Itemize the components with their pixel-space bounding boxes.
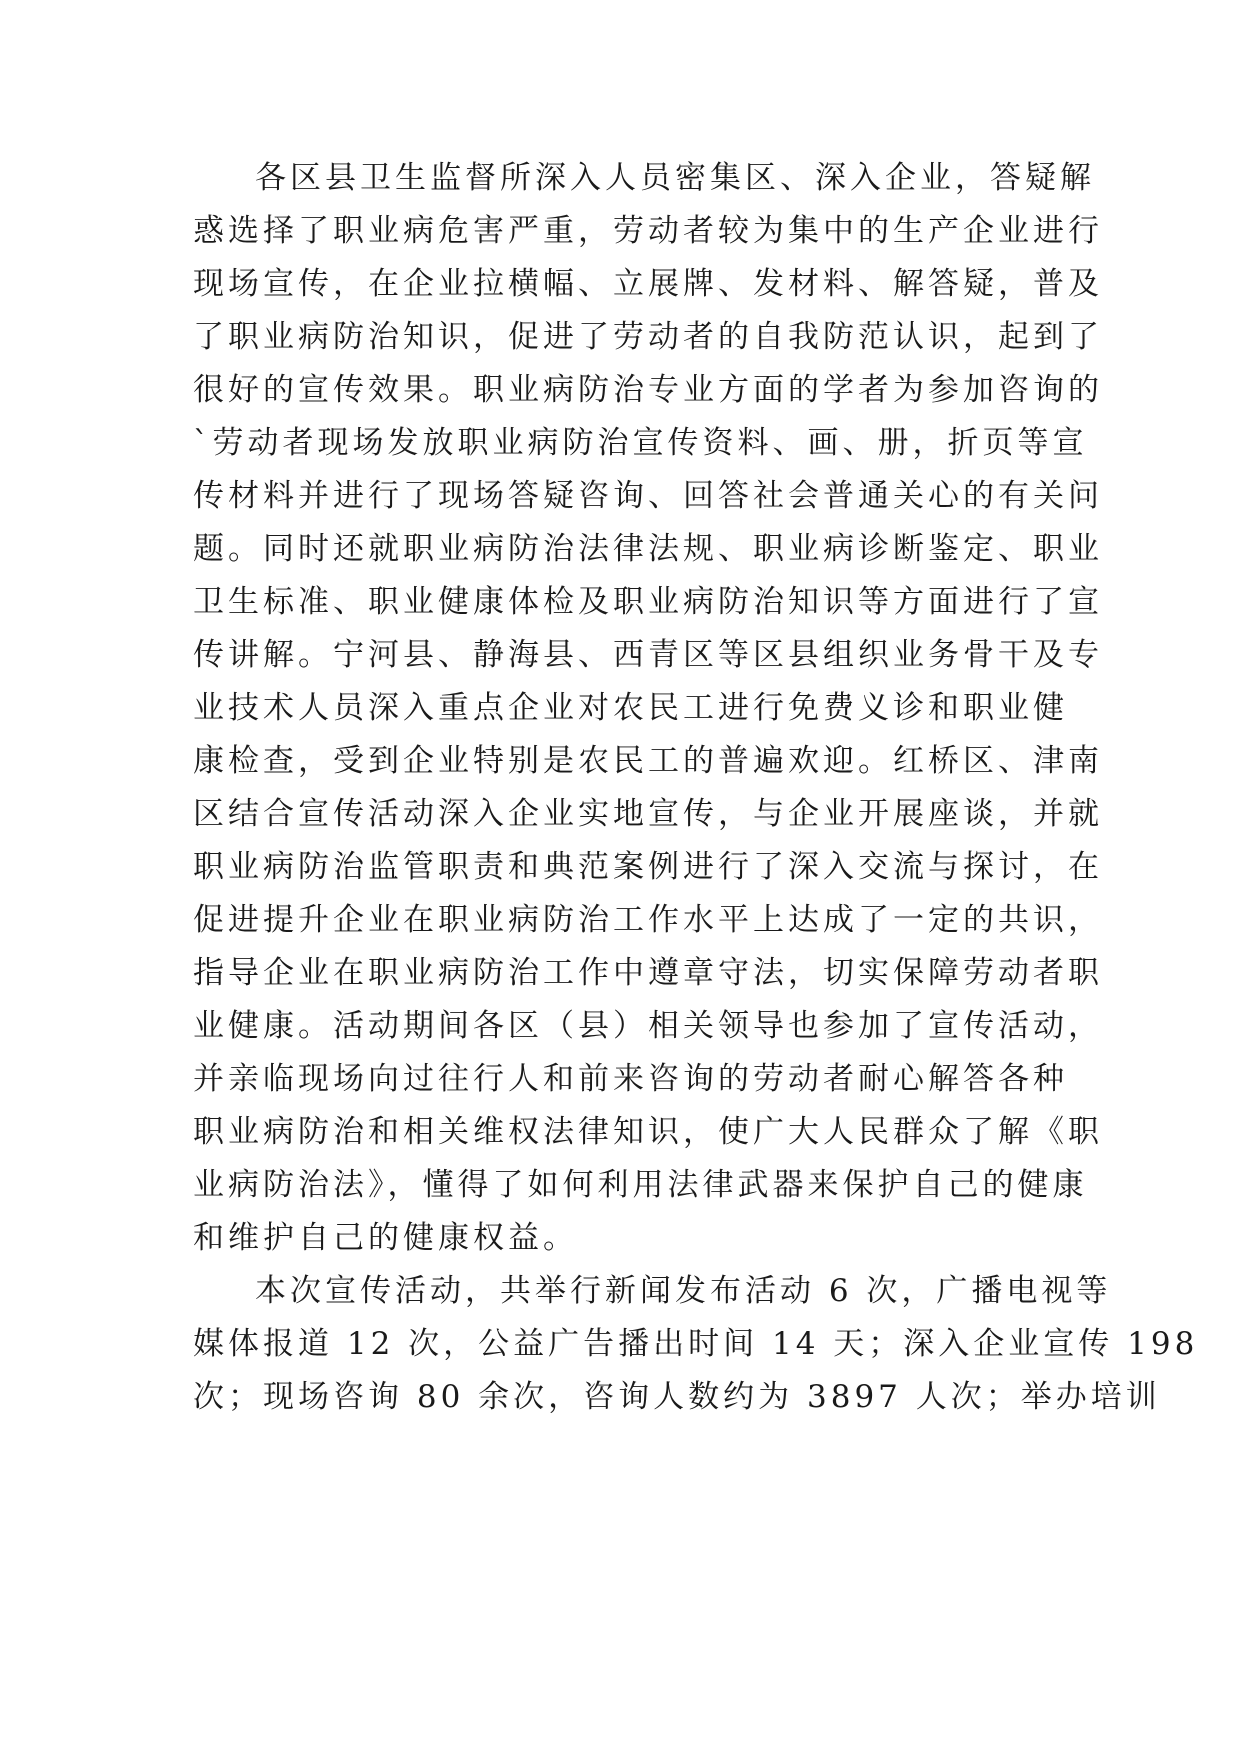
paragraph-2-line-1: 本次宣传活动，共举行新闻发布活动 6 次，广播电视等 [255, 1273, 1112, 1309]
paragraph-1-line-9: 卫生标准、职业健康体检及职业病防治知识等方面进行了宣 [193, 584, 1103, 620]
paragraph-1-line-4: 了职业病防治知识，促进了劳动者的自我防范认识，起到了 [193, 319, 1103, 355]
paragraph-1-line-21: 和维护自己的健康权益。 [193, 1220, 578, 1256]
paragraph-1-line-3: 现场宣传，在企业拉横幅、立展牌、发材料、解答疑，普及 [193, 266, 1103, 302]
paragraph-1-line-20: 业病防治法》，懂得了如何利用法律武器来保护自己的健康 [193, 1167, 1088, 1203]
paragraph-1-line-18: 并亲临现场向过往行人和前来咨询的劳动者耐心解答各种 [193, 1061, 1068, 1097]
paragraph-1-line-12: 康检查，受到企业特别是农民工的普遍欢迎。红桥区、津南 [193, 743, 1103, 779]
paragraph-1-line-5: 很好的宣传效果。职业病防治专业方面的学者为参加咨询的 [193, 372, 1103, 408]
paragraph-1-line-10: 传讲解。宁河县、静海县、西青区等区县组织业务骨干及专 [193, 637, 1103, 673]
paragraph-1-line-2: 惑选择了职业病危害严重，劳动者较为集中的生产企业进行 [193, 213, 1103, 249]
paragraph-2-line-2: 媒体报道 12 次，公益广告播出时间 14 天；深入企业宣传 198 [193, 1326, 1199, 1362]
paragraph-1-line-7: 传材料并进行了现场答疑咨询、回答社会普通关心的有关问 [193, 478, 1103, 514]
paragraph-1-line-17: 业健康。活动期间各区（县）相关领导也参加了宣传活动， [193, 1008, 1103, 1044]
paragraph-1-line-14: 职业病防治监管职责和典范案例进行了深入交流与探讨，在 [193, 849, 1103, 885]
paragraph-1-line-16: 指导企业在职业病防治工作中遵章守法，切实保障劳动者职 [193, 955, 1103, 991]
paragraph-2-line-3: 次；现场咨询 80 余次，咨询人数约为 3897 人次；举办培训 [193, 1379, 1161, 1415]
paragraph-1-line-1: 各区县卫生监督所深入人员密集区、深入企业，答疑解 [255, 160, 1095, 196]
paragraph-1-line-13: 区结合宣传活动深入企业实地宣传，与企业开展座谈，并就 [193, 796, 1103, 832]
paragraph-1-line-8: 题。同时还就职业病防治法律法规、职业病诊断鉴定、职业 [193, 531, 1103, 567]
paragraph-1-line-15: 促进提升企业在职业病防治工作水平上达成了一定的共识， [193, 902, 1103, 938]
paragraph-1-line-19: 职业病防治和相关维权法律知识，使广大人民群众了解《职 [193, 1114, 1103, 1150]
paragraph-1-line-11: 业技术人员深入重点企业对农民工进行免费义诊和职业健 [193, 690, 1068, 726]
paragraph-1-line-6: `劳动者现场发放职业病防治宣传资料、画、册，折页等宣 [193, 425, 1088, 461]
